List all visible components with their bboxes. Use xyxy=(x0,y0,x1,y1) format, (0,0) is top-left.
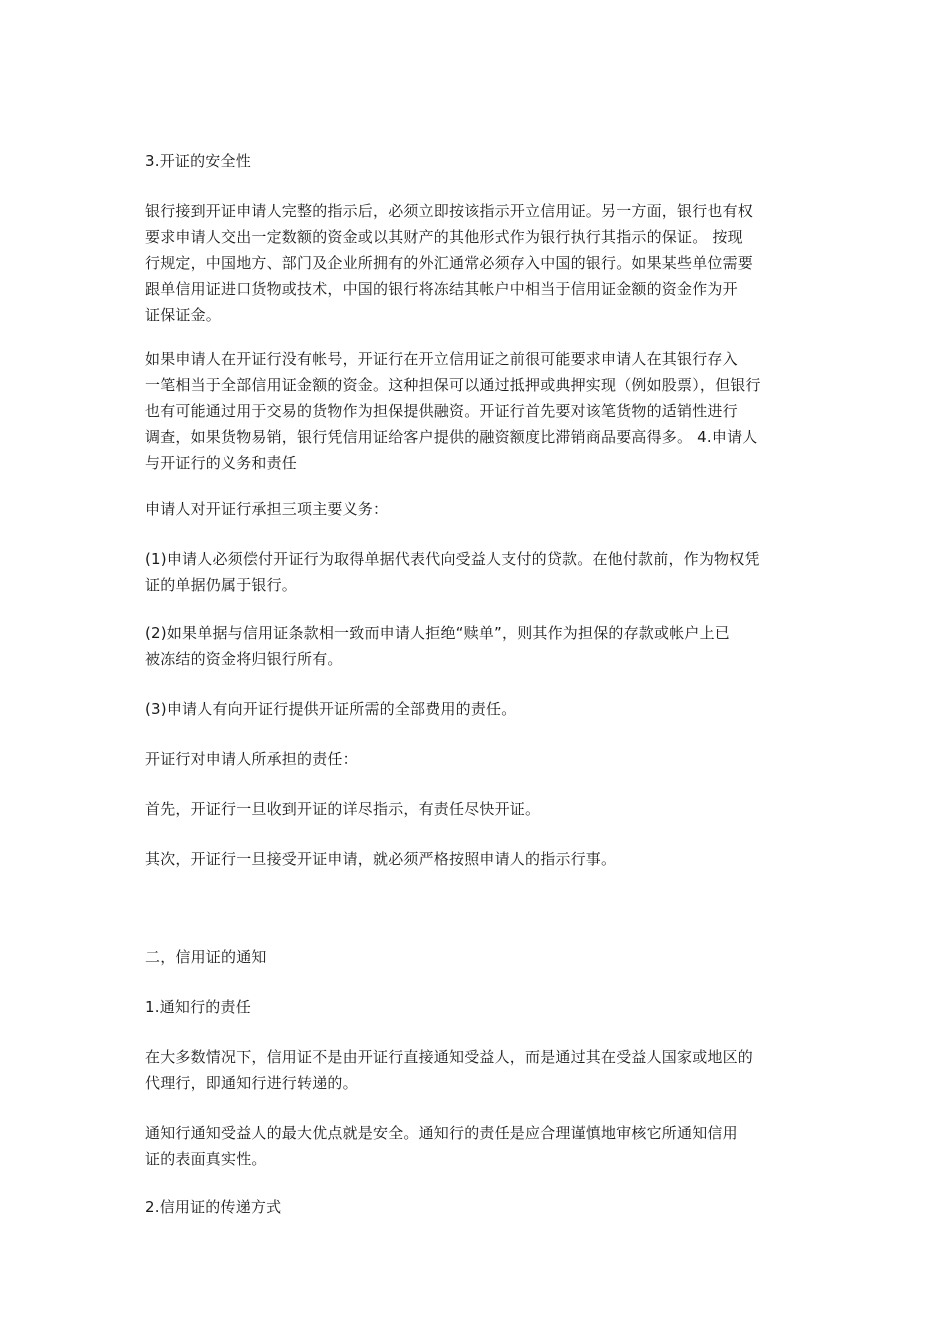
paragraph-bank-instructions xyxy=(145,198,813,328)
text-line: 跟单信用证进口货物或技术，中国的银行将冻结其帐户中相当于信用证金额的资金作为开 xyxy=(145,280,738,298)
text-line: 申请人对开证行承担三项主要义务： xyxy=(145,500,389,518)
section-heading-safety xyxy=(145,148,813,174)
paragraph-bank-responsibilities-intro xyxy=(145,746,813,772)
text-line: 调查，如果货物易销，银行凭信用证给客户提供的融资额度比滞销商品要高得多。 4.申请人 xyxy=(145,428,758,446)
text-line: (2)如果单据与信用证条款相一致而申请人拒绝“赎单”，则其作为担保的存款或帐户上已 xyxy=(145,624,730,642)
paragraph-duty-3 xyxy=(145,696,813,722)
text-line: 通知行通知受益人的最大优点就是安全。通知行的责任是应合理谨慎地审核它所通知信用 xyxy=(145,1124,738,1142)
text-line: 首先，开证行一旦收到开证的详尽指示，有责任尽快开证。 xyxy=(145,800,541,818)
section-heading-advising-bank xyxy=(145,994,813,1020)
text-line: 行规定，中国地方、部门及企业所拥有的外汇通常必须存入中国的银行。如果某些单位需要 xyxy=(145,254,754,272)
text-line: 3.开证的安全性 xyxy=(145,152,251,170)
text-line: 二，信用证的通知 xyxy=(145,948,267,966)
text-line: 在大多数情况下，信用证不是由开证行直接通知受益人，而是通过其在受益人国家或地区的 xyxy=(145,1048,754,1066)
text-line: 证的表面真实性。 xyxy=(145,1150,267,1168)
text-line: 一笔相当于全部信用证金额的资金。这种担保可以通过抵押或典押实现（例如股票），但银行 xyxy=(145,376,761,394)
text-line: 代理行，即通知行进行转递的。 xyxy=(145,1074,358,1092)
paragraph-first xyxy=(145,796,813,822)
text-line: 被冻结的资金将归银行所有。 xyxy=(145,650,343,668)
text-line: 其次，开证行一旦接受开证申请，就必须严格按照申请人的指示行事。 xyxy=(145,850,617,868)
paragraph-applicant-duties-intro xyxy=(145,496,813,522)
text-line: (3)申请人有向开证行提供开证所需的全部费用的责任。 xyxy=(145,700,517,718)
text-line: 也有可能通过用于交易的货物作为担保提供融资。开证行首先要对该笔货物的适销性进行 xyxy=(145,402,738,420)
text-line: 开证行对申请人所承担的责任： xyxy=(145,750,358,768)
text-line: 要求申请人交出一定数额的资金或以其财产的其他形式作为银行执行其指示的保证。 按现 xyxy=(145,228,743,246)
text-line: 证的单据仍属于银行。 xyxy=(145,576,298,594)
text-line: 与开证行的义务和责任 xyxy=(145,454,298,472)
paragraph-duty-2 xyxy=(145,620,813,672)
paragraph-advising-bank xyxy=(145,1044,813,1096)
text-line: 2.信用证的传递方式 xyxy=(145,1198,282,1216)
text-line: 银行接到开证申请人完整的指示后，必须立即按该指示开立信用证。另一方面，银行也有权 xyxy=(145,202,754,220)
paragraph-second xyxy=(145,846,813,872)
text-line: 1.通知行的责任 xyxy=(145,998,251,1016)
section-heading-transmission xyxy=(145,1194,813,1220)
paragraph-no-account xyxy=(145,346,813,476)
text-line: 如果申请人在开证行没有帐号，开证行在开立信用证之前很可能要求申请人在其银行存入 xyxy=(145,350,738,368)
section-heading-notification xyxy=(145,944,813,970)
paragraph-advantage xyxy=(145,1120,813,1172)
text-line: (1)申请人必须偿付开证行为取得单据代表代向受益人支付的贷款。在他付款前，作为物权凭 xyxy=(145,550,760,568)
text-line: 证保证金。 xyxy=(145,306,222,324)
paragraph-duty-1 xyxy=(145,546,813,598)
